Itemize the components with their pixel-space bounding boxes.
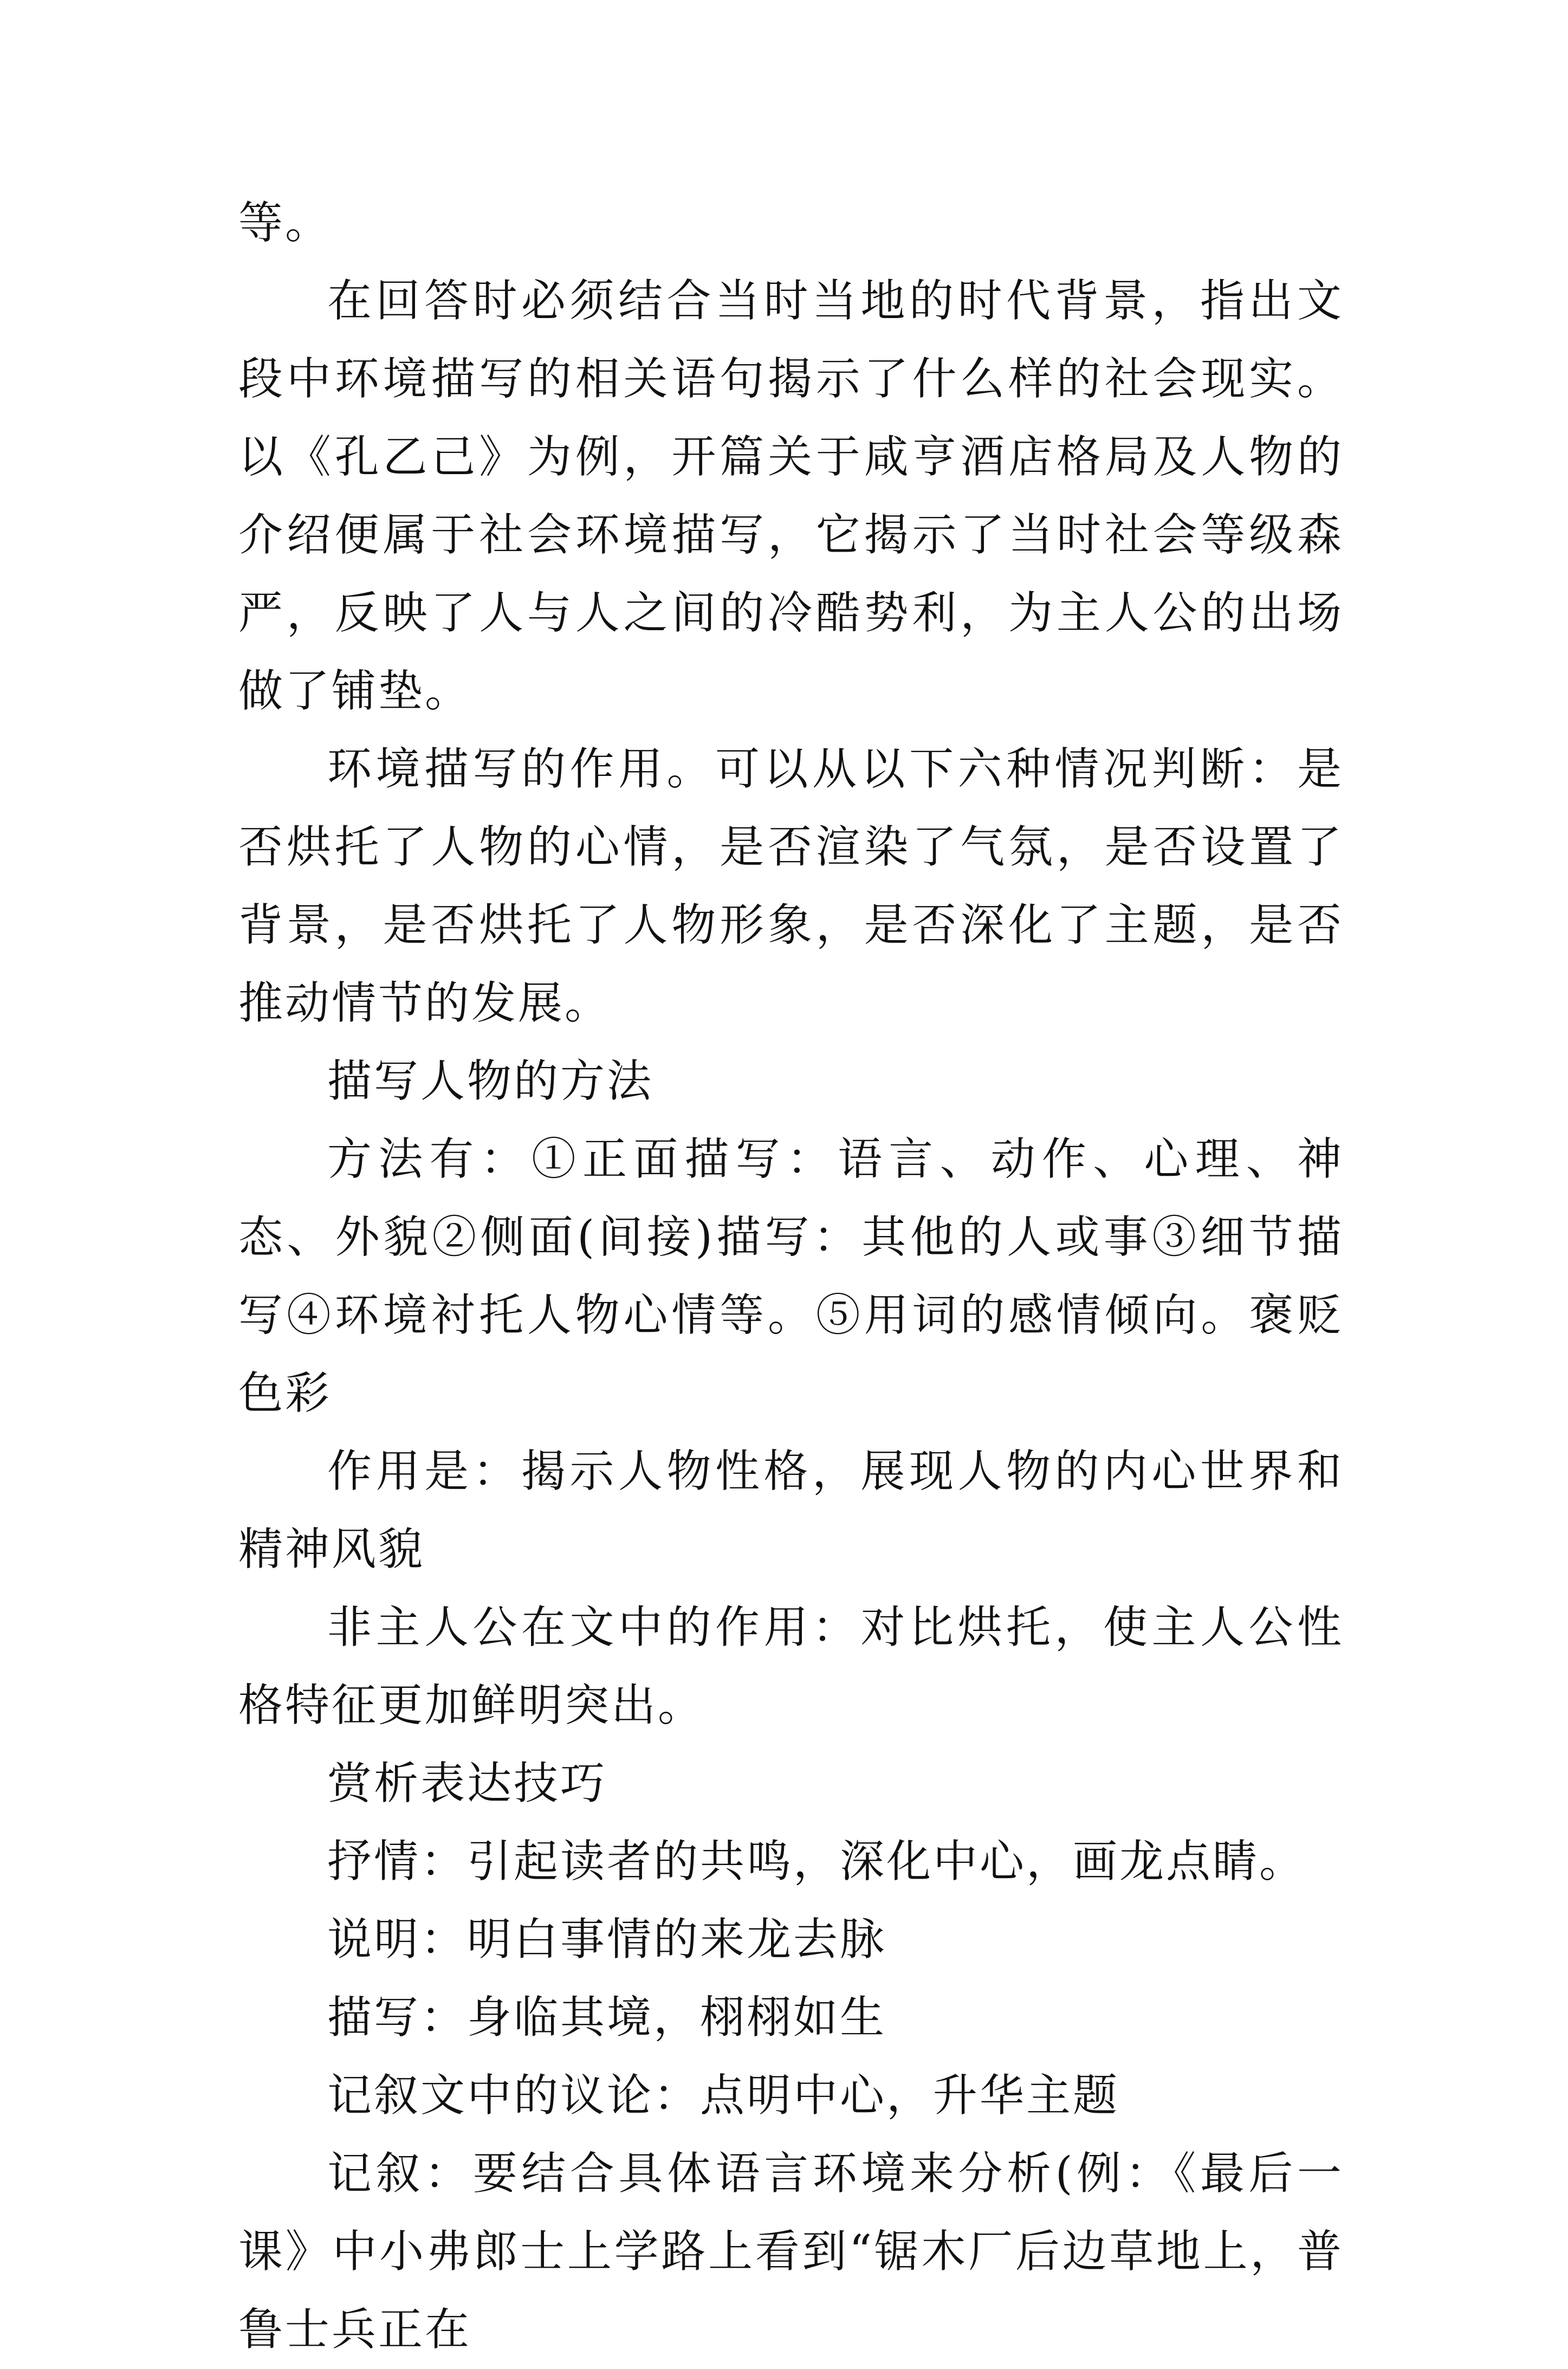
paragraph-secondary-character: 非主人公在文中的作用：对比烘托，使主人公性格特征更加鲜明突出。 [238,1602,1344,1731]
heading-character-description-methods: 描写人物的方法 [327,1056,654,1107]
paragraph-methods-list: 方法有：①正面描写：语言、动作、心理、神态、外貌②侧面(间接)描写：其他的人或事③细节描写④环境衬托人物心情等。⑤用词的感情倾向。褒贬色彩 [238,1134,1344,1419]
paragraph-lyrical: 抒情：引起读者的共鸣，深化中心，画龙点睛。 [327,1836,1306,1887]
paragraph-narration: 记叙：要结合具体语言环境来分析(例：《最后一课》中小弗郎士上学路上看到“锯木厂后边草地上，普鲁士兵正在 [238,2148,1344,2355]
body-text [238,184,1344,2369]
paragraph-explanation: 说明：明白事情的来龙去脉 [327,1914,887,1965]
paragraph-argument: 记叙文中的议论：点明中心，升华主题 [327,2070,1120,2121]
paragraph-description: 描写：身临其境，栩栩如生 [327,1992,887,2043]
paragraph-environment-function: 环境描写的作用。可以从以下六种情况判断：是否烘托了人物的心情，是否渲染了气氛，是否设置了背景，是否烘托了人物形象，是否深化了主题，是否推动情节的发展。 [238,743,1344,1029]
paragraph-social-background: 在回答时必须结合当时当地的时代背景，指出文段中环境描写的相关语句揭示了什么样的社会现实。以《孔乙己》为例，开篇关于咸亨酒店格局及人物的介绍便属于社会环境描写，它揭示了当时社会等级森严，反映了人与人之间的冷酷势利，为主人公的出场做了铺垫。 [238,275,1344,717]
paragraph-continuation: 等。 [238,197,332,249]
paragraph-methods-effect: 作用是：揭示人物性格，展现人物的内心世界和精神风貌 [238,1446,1344,1575]
heading-expression-techniques: 赏析表达技巧 [327,1758,607,1809]
